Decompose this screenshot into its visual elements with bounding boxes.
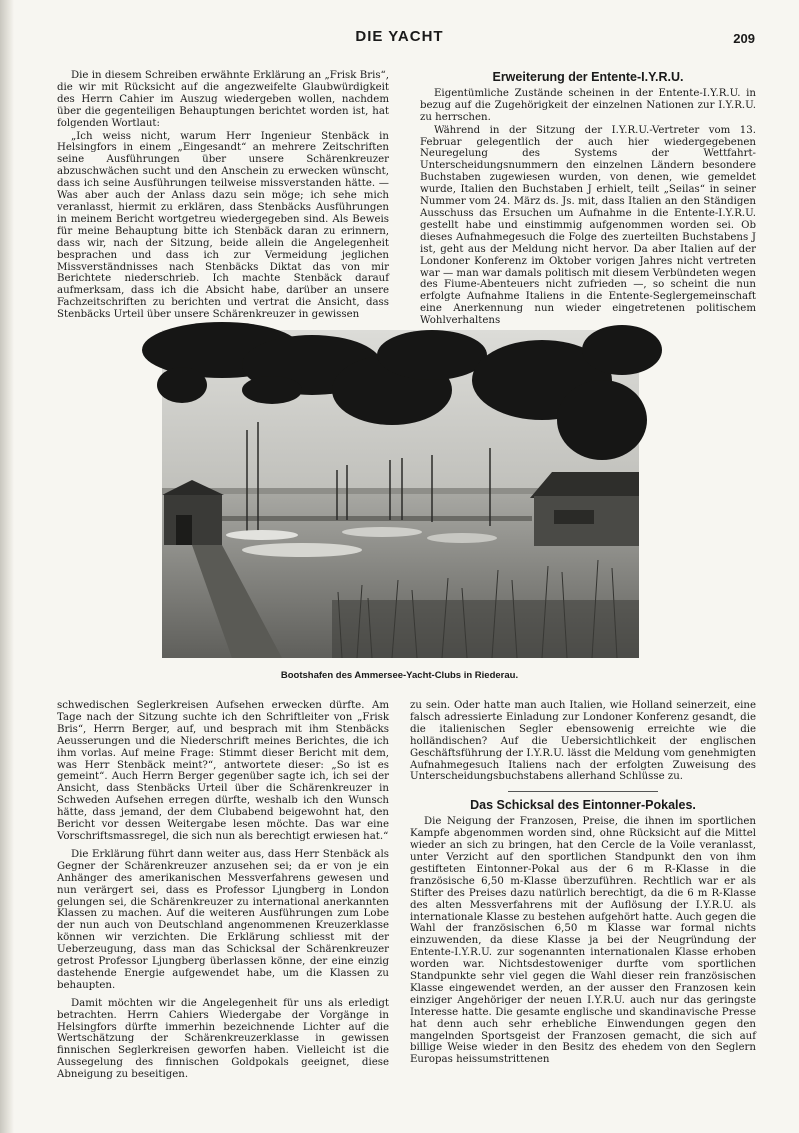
paragraph: Eigentümliche Zustände scheinen in der Entente-I.Y.R.U. in bezug auf die Zugehörigkeit der einzelnen Nationen zur I.Y.R.U. zu herrschen. [420, 87, 756, 123]
paragraph: „Ich weiss nicht, warum Herr Ingenieur Stenbäck in Helsingfors in einem „Eingesandt“ an mehrere Zeitschriften seine Ausführungen über unsere Schärenkreuzer abzuschwächen sucht und den Anschein zu erwecken wünscht, dass ich seine Ausführungen teilweise missverstanden hätte. — Was aber auch der Anlass dazu sein möge; ich sehe mich veranlasst, hiermit zu erklären, dass Stenbäcks Ausführungen in meinem Bericht wortgetreu wiedergegeben sind. Als Beweis für meine Behauptung bitte ich Stenbäck daran zu erinnern, dass wir, nach der Sitzung, beide allein die Angelegenheit besprachen und dass ich zur Vermeidung jeglichen Missverständnisses nach Stenbäcks Diktat das von mir Berichtete niederschrieb. Ich machte Stenbäck darauf aufmerksam, dass ich die Absicht habe, darüber an unsere Fachzeitschriften zu berichten und vertrat die Ansicht, dass Stenbäcks Urteil über unsere Schärenkreuzer in gewissen [57, 130, 389, 321]
right-boathouse [530, 472, 639, 546]
harbor-photo [162, 330, 639, 658]
column-top-left [57, 70, 389, 320]
paragraph: schwedischen Seglerkreisen Aufsehen erwecken dürfte. Am Tage nach der Sitzung suchte ich den Schriftleiter von „Frisk Bris“, Herrn Berger, auf, und besprach mit ihm Stenbäcks Aeusserungen und die Niederschrift meines Berichtes, die ich ihm vorlas. Auf meine Frage: Stimmt dieser Bericht mit dem, was Herr Stenbäck meint?“, antwortete dieser: „So ist es gemeint“. Auch Herrn Berger gegenüber sagte ich, ich sei der Ansicht, dass Stenbäcks Urteil über die Schärenkreuzer in Schweden Aufsehen erregen dürfte, weshalb ich den Wunsch hätte, dass jemand, der dem Clubabend beigewohnt hat, den Bericht vor dessen Weitergabe lesen möchte. Das war eine Vorschriftsmassregel, die sich nun als berechtigt erwiesen hat.“ [57, 700, 389, 842]
paragraph: Während in der Sitzung der I.Y.R.U.-Vertreter vom 13. Februar gelegentlich der auch hier wiedergegebenen Neuregelung des Systems der Wettfahrt-Unterscheidungsnummern den einzelnen Ländern besondere Buchstaben zugewiesen wurden, von denen, wie gemeldet wurde, Italien den Buchstaben J erhielt, teilt „Seilas“ in seiner Nummer vom 24. März ds. Js. mit, dass Italien an den Ständigen Ausschuss das Ersuchen um Aufnahme in die Entente-I.Y.R.U. gestellt habe und einstimmig aufgenommen worden sei. Ob dieses Aufnahmegesuch die Folge des zuerteilten Buchstabens J ist, geht aus der Meldung nicht hervor. Da aber Italien auf der Londoner Konferenz im Oktober vorigen Jahres nicht vertreten war — man war damals politisch mit diesem Verbündeten wegen des Fiume-Abenteuers nicht zufrieden —, so scheint die nun erfolgte Aufnahme Italiens in die Entente-Seglergemeinschaft eine Anerkennung nun wieder eingetretenen politischem Wohlverhaltens [420, 124, 756, 327]
paragraph: zu sein. Oder hatte man auch Italien, wie Holland seinerzeit, eine falsch adressierte Einladung zur Londoner Konferenz gesandt, die die italienischen Segler ebensowenig erreichte wie die holländischen? Auf die Uebersichtlichkeit der englischen Geschäftsführung der I.Y.R.U. lässt die Meldung vom genehmigten Aufnahmegesuch Italiens nach der erfolgten Zuweisung des Unterscheidungsbuchstabens allerhand Schlüsse zu. [410, 700, 756, 783]
section-divider [508, 791, 658, 792]
page-number: 209 [733, 31, 755, 46]
running-head: DIE YACHT [355, 28, 444, 45]
section-heading-entente: Erweiterung der Entente-I.Y.R.U. [492, 70, 684, 84]
section-heading-eintonner: Das Schicksal des Eintonner-Pokales. [470, 798, 696, 813]
photo-caption: Bootshafen des Ammersee-Yacht-Clubs in Riederau. [280, 670, 519, 681]
paragraph: Damit möchten wir die Angelegenheit für uns als erledigt betrachten. Herrn Cahiers Wiedergabe der Vorgänge in Helsingfors dürfte immerhin bezeichnende Lichter auf die Wertschätzung der Schärenkreuzerklasse in gewissen finnischen Seglerkreisen geworfen haben. Vielleicht ist die Aussegelung des finnischen Goldpokals geeignet, diese Abneigung zu beseitigen. [57, 997, 389, 1081]
paragraph: Die Neigung der Franzosen, Preise, die ihnen im sportlichen Kampfe abgenommen worden sind, ohne Rücksicht auf die Mittel wieder an sich zu bringen, hat den Cercle de la Voile veranlasst, unter Verzicht auf den sportlichen Standpunkt den von ihm gestifteten Eintonner-Pokal aus der 6 m R-Klasse in die französische 6,50 m-Klasse überzuführen. Rechtlich war er als Stifter des Preises dazu natürlich berechtigt, da die 6 m R-Klasse des alten Messverfahrens mit der Auflösung der I.Y.R.U. als internationale Klasse zu bestehen aufgehört hatte. Auch gegen die Wahl der französischen 6,50 m Klasse war formal nichts einzuwenden, da diese Klasse ja bei der Neugründung der Entente-I.Y.R.U. zur sogenannten internationalen Klasse erhoben worden war. Nichtsdestoweniger durfte vom sportlichen Standpunkte sehr viel gegen die Wahl dieser rein französischen Klasse eingewendet werden, an der ausser den Franzosen kein einziger Angehöriger der neuen I.Y.R.U. auch nur das geringste Interesse hatte. Die gesamte englische und skandinavische Presse hat denn auch sehr erhebliche Einwendungen gegen den mangelnden Sportsgeist der Franzosen gemacht, die sich auf billige Weise wieder in den Besitz des ehedem von den Seglern Europas heissumstrittenen [410, 816, 756, 1066]
column-bottom-left [57, 700, 389, 1085]
paragraph: Die in diesem Schreiben erwähnte Erklärung an „Frisk Bris“, die wir mit Rücksicht auf die angezweifelte Glaubwürdigkeit des Herrn Cahier im Auszug wiedergeben wollen, nachdem über die gegenteiligen Behauptungen berichtet worden ist, hat folgenden Wortlaut: [57, 70, 389, 129]
paragraph: Die Erklärung führt dann weiter aus, dass Herr Stenbäck als Gegner der Schärenkreuzer anzusehen sei; da er von je ein Anhänger des amerikanischen Messverfahrens gewesen und nun verärgert sei, dass es Professor Ljungberg in London gelungen sei, die Schärenkreuzer zu international anerkannten Klassen zu machen. Auf die weiteren Ausführungen zum Lobe der nun auch von Deutschland angenommenen Kreuzerklasse können wir verzichten. Die Erklärung schliesst mit der Ueberzeugung, dass man das Schicksal der Schärenkreuzer getrost Professor Ljungberg überlassen könne, der eine einzig dastehende Energie aufgewendet habe, um die Klassen zu behaupten. [57, 848, 389, 991]
column-top-right [420, 70, 756, 327]
page-binding-shadow [0, 0, 14, 1133]
column-bottom-right [410, 700, 756, 1085]
